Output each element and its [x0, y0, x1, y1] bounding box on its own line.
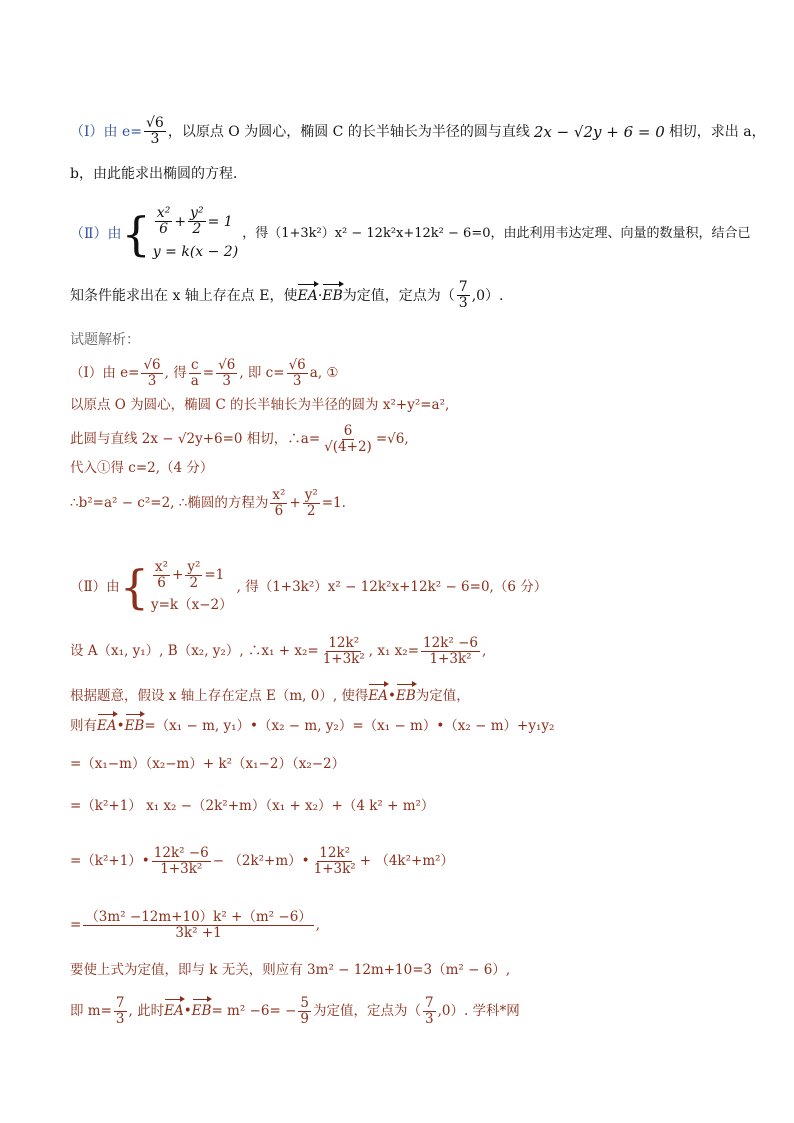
solution-line-14: 要使上式为定值，即与 k 无关，则应有 3m² − 12m+10=3（m² − 6）,: [70, 962, 511, 978]
solution-line-4: 代入①得 c=2,（4 分）: [70, 460, 214, 476]
analysis-line-2: b，由此能求出椭圆的方程．: [70, 166, 247, 182]
equation-system: { $\frac{\text{x²}}{6}$ + $\frac{\text{y²}}{2}$ = 1 y = k(x − 2): [121, 205, 239, 261]
solution-line-9: 则有 EA • EB =（x₁ − m, y₁）•（x₂ − m, y₂）=（x₁ − m）•（x₂ − m）+y₁y₂: [70, 718, 555, 734]
solution-line-12: =（k²+1）• $\frac{\text{12k² −6}}{\text{1+3k²}}$ − （2k²+m）• $\frac{\text{12k²}}{\text{1+3k²}}$ + （4k²+m²）: [70, 845, 455, 877]
solution-line-8: 根据题意，假设 x 轴上存在定点 E（m, 0）, 使得 EA • EB 为定值，: [70, 688, 470, 704]
analysis-line-3: （Ⅱ）由 { $\frac{\text{x²}}{6}$ + $\frac{\text{y²}}{2}$ = 1 y = k(x − 2) ，得（1+3k²）x² − 12k²x+12k² − 6=0，由此利用韦达定理、向量的数量积，结合已: [70, 205, 751, 261]
solution-line-10: =（x₁−m）（x₂−m）+ k²（x₁−2）（x₂−2）: [70, 756, 346, 772]
solution-line-11: =（k²+1） x₁ x₂ −（2k²+m）（x₁ + x₂）+（4 k² + m²）: [70, 798, 435, 814]
eccentricity-fraction: $\frac{√6}{3}$: [146, 115, 164, 148]
solution-line-5: ∴b²=a² − c²=2, ∴椭圆的方程为 $\frac{\text{x²}}{6}$ + $\frac{\text{y²}}{2}$ =1.: [70, 487, 346, 519]
solution-line-1: （Ⅰ）由 e= $\frac{√6}{3}$ , 得 $\frac{c}{a}$ = $\frac{√6}{3}$ , 即 c= $\frac{√6}{3}$ a, ①: [70, 357, 339, 389]
solution-line-3: 此圆与直线 2x − √2y+6=0 相切，∴a= $\frac{6}{√(4+2)}$ =√6,: [70, 423, 409, 455]
solution-line-6: （Ⅱ）由 { $\frac{\text{x²}}{6}$ + $\frac{\text{y²}}{2}$ =1 y=k（x−2） , 得（1+3k²）x² − 12k²x+12k² − 6=0,（6 分）: [70, 559, 548, 615]
solution-title: 试题解析：: [70, 332, 140, 348]
solution-line-15: 即 m= $\frac{7}{3}$ , 此时 EA • EB = m² −6= − $\frac{5}{9}$ 为定值，定点为（ $\frac{7}{3}$ ,0）. 学科*网: [70, 995, 520, 1027]
equation-system-2: { $\frac{\text{x²}}{6}$ + $\frac{\text{y²}}{2}$ =1 y=k（x−2）: [119, 559, 233, 615]
solution-line-7: 设 A（x₁, y₁）, B（x₂, y₂）, ∴x₁ + x₂= $\frac{\text{12k²}}{\text{1+3k²}}$ , x₁ x₂= $\frac{\text{12k² −6}}{\text{1+3k²}}$ ,: [70, 635, 487, 667]
analysis-line-4: 知条件能求出在 x 轴上存在点 E，使 EA · EB 为定值，定点为（ $\frac{7}{3}$ ,0）.: [70, 279, 504, 312]
solution-line-2: 以原点 O 为圆心，椭圆 C 的长半轴长为半径的圆为 x²+y²=a²,: [70, 397, 450, 413]
solution-line-13: = $\frac{\text{（3m² −12m+10）k² +（m² −6）}}{\text{3k² +1}}$ ,: [70, 909, 321, 941]
analysis-line-1: （Ⅰ）由 e= $\frac{√6}{3}$ ，以原点 O 为圆心，椭圆 C 的长半轴长为半径的圆与直线 2x − √2y + 6 = 0 相切，求出 a，: [70, 115, 766, 148]
